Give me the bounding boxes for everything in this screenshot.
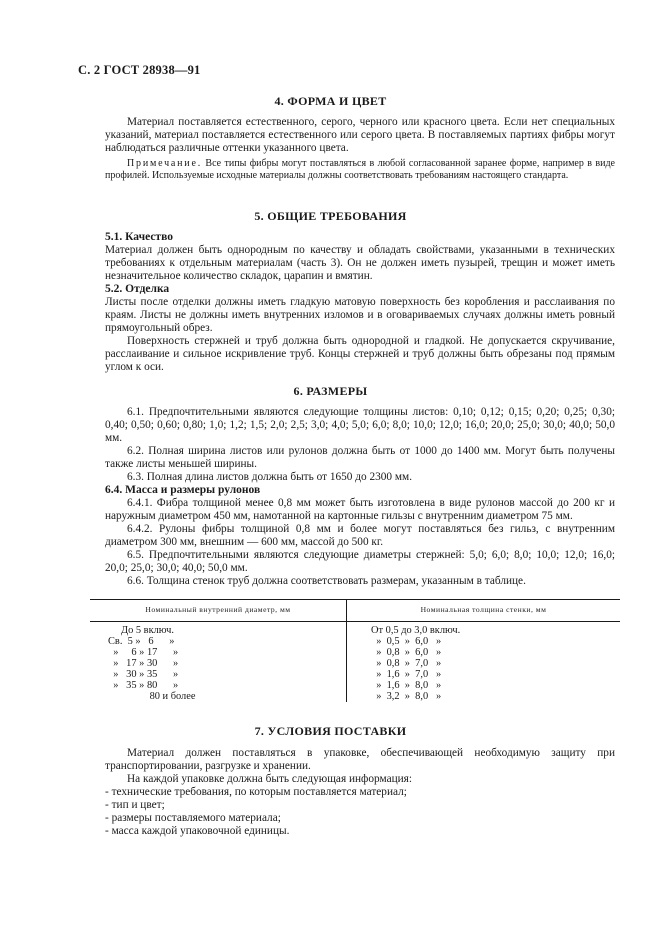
table-row [108, 670, 178, 681]
table-row [371, 659, 441, 670]
table-cell-thickness: » 0,5 » 6,0 » [371, 636, 442, 647]
table-column-divider [346, 599, 347, 702]
list-item: - масса каждой упаковочной единицы. [105, 825, 290, 837]
section-4-note [105, 158, 615, 181]
table-cell-diameter: 80 и более [108, 691, 196, 702]
table-cell-thickness: » 0,8 » 7,0 » [371, 658, 442, 669]
section-4-paragraph: Материал поставляется естественного, серого, черного или красного цвета. Если нет специальных указаний, материал поставляется естественного или серого цвета. В поставляемых партиях фибры могут наблюдаться различные оттенки указанного цвета. [105, 116, 615, 154]
table-row [108, 626, 174, 637]
table-row [108, 681, 178, 692]
list-item: - размеры поставляемого материала; [105, 812, 281, 824]
table-cell-thickness: » 1,6 » 8,0 » [371, 680, 442, 691]
section-7-title: 7. УСЛОВИЯ ПОСТАВКИ [254, 724, 407, 738]
table-row [108, 659, 178, 670]
subsection-5-2-paragraph-1: Листы после отделки должны иметь гладкую матовую поверхность без коробления и расслаивания по краям. Листы не должны иметь внутренних изломов и в оговариваемых случаях должны иметь ровный прямоугольный обрез. [105, 296, 615, 334]
section-4-title: 4. ФОРМА И ЦВЕТ [274, 94, 387, 108]
paragraph-6-1: 6.1. Предпочтительными являются следующие толщины листов: 0,10; 0,12; 0,15; 0,20; 0,25; 0,30; 0,40; 0,50; 0,60; 0,80; 1,0; 1,2; 1,5; 2,0; 2,5; 3,0; 4,0; 5,0; 6,0; 8,0; 10,0; 12,0; 16,0; 20,0; 25,0; 30,0; 40,0; 50,0 мм. [105, 406, 615, 444]
table-cell-thickness: » 1,6 » 7,0 » [371, 669, 442, 680]
subsection-6-4-title: 6.4. Масса и размеры рулонов [105, 484, 261, 496]
table-row [371, 626, 460, 637]
table-row [371, 637, 441, 648]
table-cell-diameter: » 17 » 30 » [108, 658, 179, 669]
table-header-rule [90, 621, 620, 622]
list-item: - технические требования, по которым поставляется материал; [105, 786, 407, 798]
table-row [108, 692, 195, 703]
table-header-diameter: Номинальный внутренний диаметр, мм [145, 605, 291, 614]
paragraph-6-5: 6.5. Предпочтительными являются следующие диаметры стержней: 5,0; 6,0; 8,0; 10,0; 12,0; 16,0; 20,0; 25,0; 30,0; 40,0; 50,0 мм. [105, 549, 615, 574]
delivery-info-list [105, 786, 615, 838]
table-cell-thickness: От 0,5 до 3,0 включ. [371, 625, 461, 636]
table-cell-diameter: » 35 » 80 » [108, 680, 179, 691]
table-row [108, 648, 178, 659]
section-7-paragraph-2: На каждой упаковке должна быть следующая информация: [127, 773, 413, 785]
paragraph-6-6: 6.6. Толщина стенок труб должна соответствовать размерам, указанным в таблице. [127, 575, 526, 587]
table-cell-diameter: Св. 5 » 6 » [108, 636, 175, 647]
table-row [371, 670, 441, 681]
table-row [371, 692, 441, 703]
table-row [108, 637, 174, 648]
table-row [371, 648, 441, 659]
table-cell-diameter: » 6 » 17 » [108, 647, 179, 658]
subsection-5-1-title: 5.1. Качество [105, 231, 173, 243]
section-6-title: 6. РАЗМЕРЫ [293, 384, 368, 398]
paragraph-6-4-1: 6.4.1. Фибра толщиной менее 0,8 мм может быть изготовлена в виде рулонов массой до 200 кг и наружным диаметром 450 мм, намотанной на картонные гильзы с внутренним диаметром 75 мм. [105, 497, 615, 522]
note-text: Все типы фибры могут поставляться в любой согласованной заранее форме, например в виде профилей. Используемые исходные материалы должны соответствовать требованиям настоящего стандарта. [105, 158, 615, 181]
section-7-paragraph-1: Материал должен поставляться в упаковке, обеспечивающей необходимую защиту при транспортировании, разгрузке и хранении. [105, 747, 615, 772]
table-top-rule [90, 599, 620, 600]
subsection-5-2-title: 5.2. Отделка [105, 283, 170, 295]
table-row [371, 681, 441, 692]
paragraph-6-3: 6.3. Полная длина листов должна быть от 1650 до 2300 мм. [127, 471, 413, 483]
paragraph-6-4-2: 6.4.2. Рулоны фибры толщиной 0,8 мм и более могут поставляться без гильз, с внутренним диаметром 300 мм, внешним — 600 мм, массой до 500 кг. [105, 523, 615, 548]
page-header: С. 2 ГОСТ 28938—91 [78, 63, 201, 77]
paragraph-6-2: 6.2. Полная ширина листов или рулонов должна быть от 1000 до 1400 мм. Могут быть получены также листы меньшей ширины. [105, 445, 615, 470]
subsection-5-1-paragraph: Материал должен быть однородным по качеству и обладать свойствами, указанными в технических требованиях к отдельным материалам (часть 3). Он не должен иметь пузырей, трещин и может иметь незначительное количество складок, царапин и вмятин. [105, 244, 615, 282]
table-cell-thickness: » 0,8 » 6,0 » [371, 647, 442, 658]
table-header-thickness: Номинальная толщина стенки, мм [420, 605, 547, 614]
table-cell-diameter: » 30 » 35 » [108, 669, 179, 680]
list-item: - тип и цвет; [105, 799, 165, 811]
note-label: Примечание. [127, 158, 203, 169]
table-cell-thickness: » 3,2 » 8,0 » [371, 691, 442, 702]
table-cell-diameter: До 5 включ. [108, 625, 174, 636]
section-5-title: 5. ОБЩИЕ ТРЕБОВАНИЯ [254, 209, 407, 223]
subsection-5-2-paragraph-2: Поверхность стержней и труб должна быть однородной и гладкой. Не допускается скручивание, расслаивание и сильное искривление труб. Концы стержней и труб должны быть обрезаны под прямым углом к оси. [105, 335, 615, 373]
